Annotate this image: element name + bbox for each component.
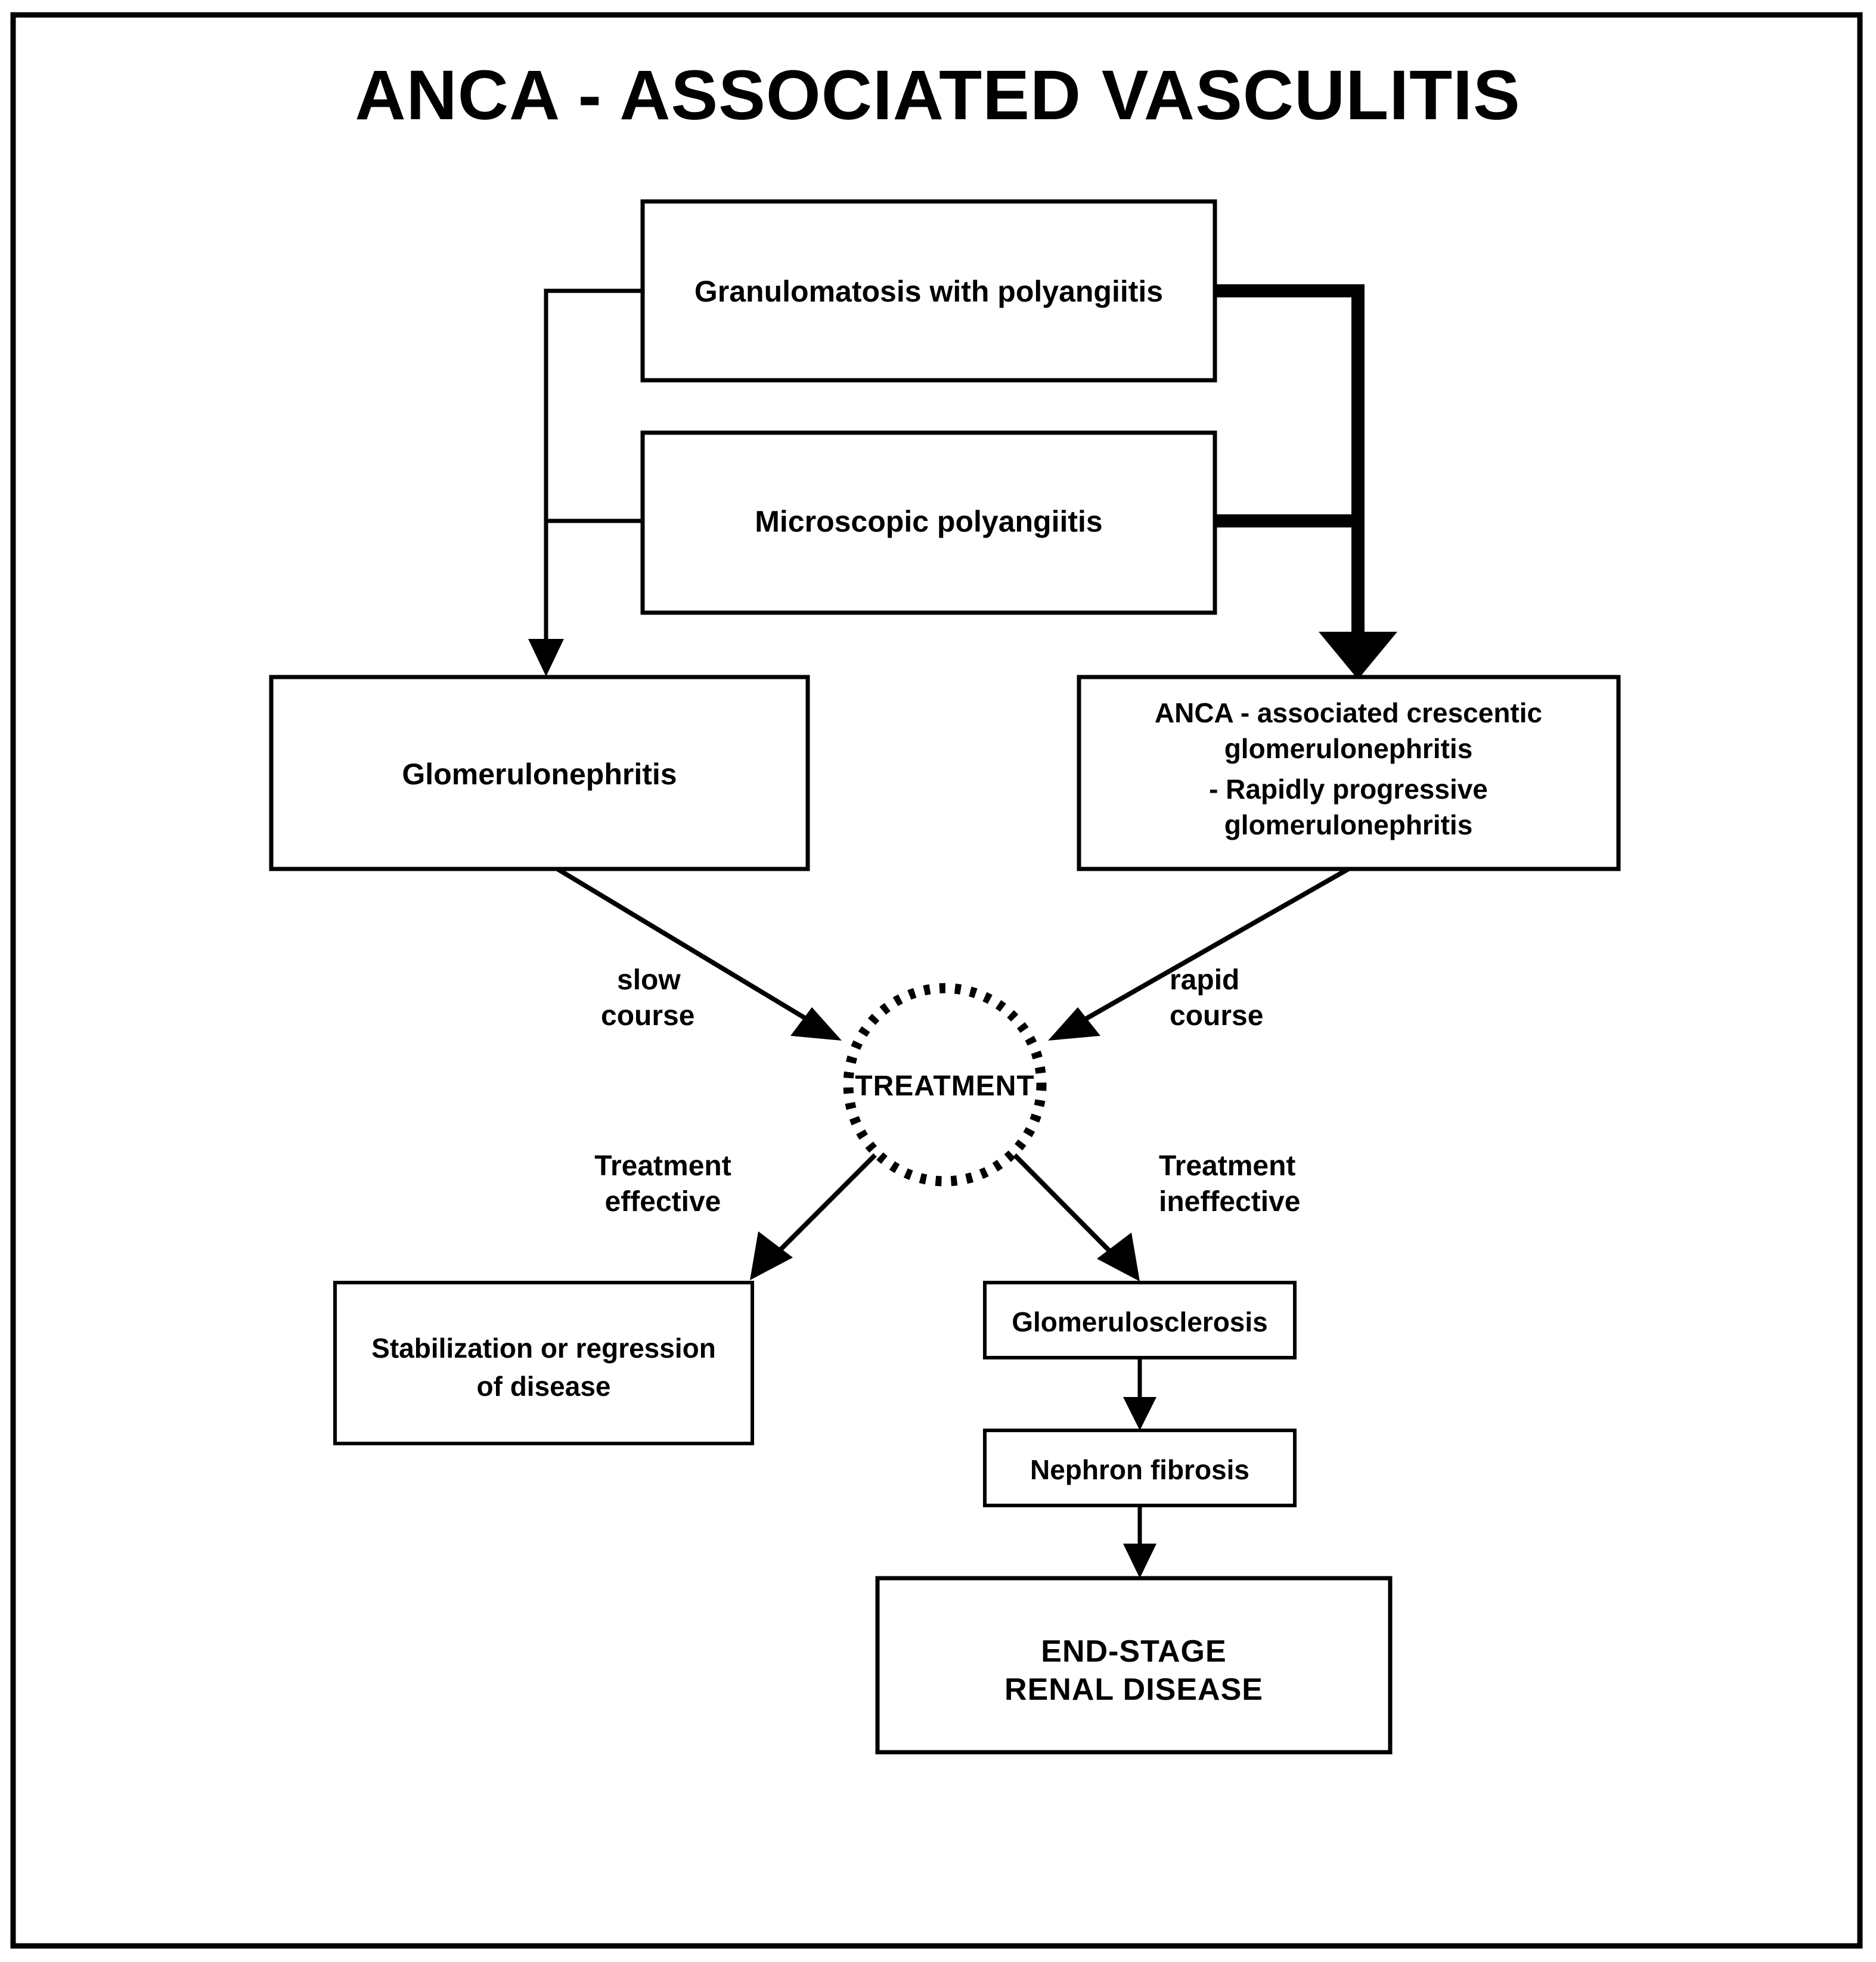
edge-label-ineffective-line2: ineffective [1159,1186,1301,1218]
node-label-crgn-line4: glomerulonephritis [1224,809,1473,840]
node-label-treatment: TREATMENT [855,1070,1035,1102]
edge-label-effective-line2: effective [604,1186,721,1218]
edge-label-effective-line1: Treatment [594,1150,731,1182]
edge-label-rapid-course-line2: course [1170,1000,1264,1032]
node-label-gpa: Granulomatosis with polyangiitis [694,275,1164,308]
page-title: ANCA - ASSOCIATED VASCULITIS [355,56,1521,135]
node-label-stab-line2: of disease [476,1371,611,1402]
node-label-crgn-line1: ANCA - associated crescentic [1154,697,1543,728]
node-label-gs: Glomerulosclerosis [1012,1306,1268,1337]
node-label-crgn-line2: glomerulonephritis [1224,733,1473,764]
edge-label-ineffective-line1: Treatment [1159,1150,1296,1182]
node-label-stab-line1: Stabilization or regression [371,1333,716,1364]
node-label-crgn-line3: - Rapidly progressive [1209,774,1488,805]
edge-label-rapid-course-line1: rapid [1170,964,1240,996]
node-label-nf: Nephron fibrosis [1030,1454,1250,1485]
edge-label-slow-course-line1: slow [617,964,681,996]
node-label-mpa: Microscopic polyangiitis [755,505,1103,538]
node-label-esrd-line2: RENAL DISEASE [1004,1672,1263,1707]
node-label-gn: Glomerulonephritis [402,758,677,791]
node-label-esrd-line1: END-STAGE [1041,1634,1227,1669]
edge-label-slow-course-line2: course [601,1000,695,1032]
